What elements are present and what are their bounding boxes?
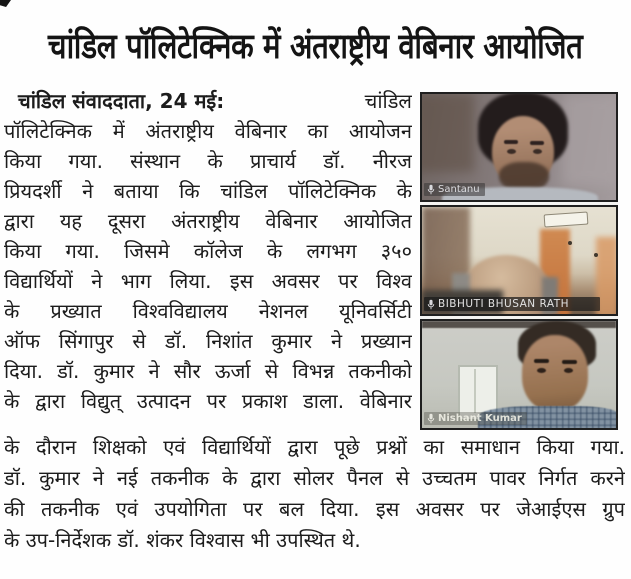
article-line: डॉ. कुमार ने नई तकनीक के द्वारा सोलर पैनल से उच्चतम पावर निर्गत करने xyxy=(4,466,625,490)
participant-name-label xyxy=(424,183,485,196)
ceiling-detail xyxy=(594,253,598,257)
background-shelf xyxy=(420,94,474,172)
mic-icon xyxy=(427,184,435,195)
article-line: के द्वारा विद्युत् उत्पादन पर प्रकाश डाला. वेबिनार xyxy=(4,389,412,413)
dateline-bold: चांडिल संवाददाता, 24 मई: xyxy=(18,89,225,113)
participant-name: Nishant Kumar xyxy=(438,413,522,424)
page-title: चांडिल पॉलिटेक्निक में अंतराष्ट्रीय वेबिनार आयोजित xyxy=(48,26,583,67)
scan-artifact xyxy=(0,0,11,7)
article-line: के प्रख्यात विश्वविद्यालय नेशनल यूनिवर्सिटी xyxy=(4,299,412,323)
mic-icon xyxy=(427,299,435,310)
video-frame-nishant xyxy=(420,319,618,430)
person-eyes xyxy=(507,149,516,154)
video-frame-santanu xyxy=(420,92,618,202)
article-line: दिया. डॉ. कुमार ने सौर ऊर्जा से विभन्न तकनीको xyxy=(4,359,412,383)
person-face xyxy=(522,335,588,411)
article-last-line: के उप-निर्देशक डॉ. शंकर विश्वास भी उपस्थित थे. xyxy=(4,528,361,552)
ceiling-detail xyxy=(568,241,572,245)
person-eyes xyxy=(537,368,546,373)
person-eyebrows xyxy=(504,140,518,144)
webinar-photo xyxy=(420,92,618,430)
article-line: पॉलिटेक्निक में अंतराष्ट्रीय वेबिनार का आयोजन xyxy=(4,119,412,143)
article-line: की तकनीक एवं उपयोगिता पर बल दिया. इस अवसर पर जेआईएस ग्रुप xyxy=(4,497,625,521)
participant-name-label xyxy=(424,412,527,425)
article-dateline xyxy=(4,86,412,116)
article-line: के दौरान शिक्षको एवं विद्यार्थियों द्वारा पूछे प्रश्नों का समाधान किया गया. xyxy=(4,435,625,459)
article-line: प्रियदर्शी ने बताया कि चांडिल पॉलिटेक्निक के xyxy=(4,179,412,203)
background-light xyxy=(562,94,618,186)
participant-name: Santanu xyxy=(438,184,480,195)
background-band xyxy=(422,321,616,328)
participant-name: BIBHUTI BHUSAN RATH xyxy=(438,298,569,310)
article-line: किया गया. जिसमे कॉलेज के लगभग ३५० xyxy=(4,239,412,263)
video-frame-bibhuti xyxy=(420,205,618,316)
article-line: द्वारा यह दूसरा अंतराष्ट्रीय वेबिनार आयोजित xyxy=(4,209,412,233)
mic-icon xyxy=(427,413,435,424)
person-eyebrows xyxy=(534,359,549,363)
headline-row xyxy=(0,12,631,78)
window-divider xyxy=(474,369,476,413)
dateline-rest: चांडिल xyxy=(364,89,412,113)
participant-name-label xyxy=(424,297,600,311)
article-line: किया गया. संस्थान के प्राचार्य डॉ. नीरज xyxy=(4,149,412,173)
article-line: विद्यार्थियों ने भाग लिया. इस अवसर पर विश्व xyxy=(4,269,412,293)
article-line: ऑफ सिंगापुर से डॉ. निशांत कुमार ने प्रख्यान xyxy=(4,329,412,353)
